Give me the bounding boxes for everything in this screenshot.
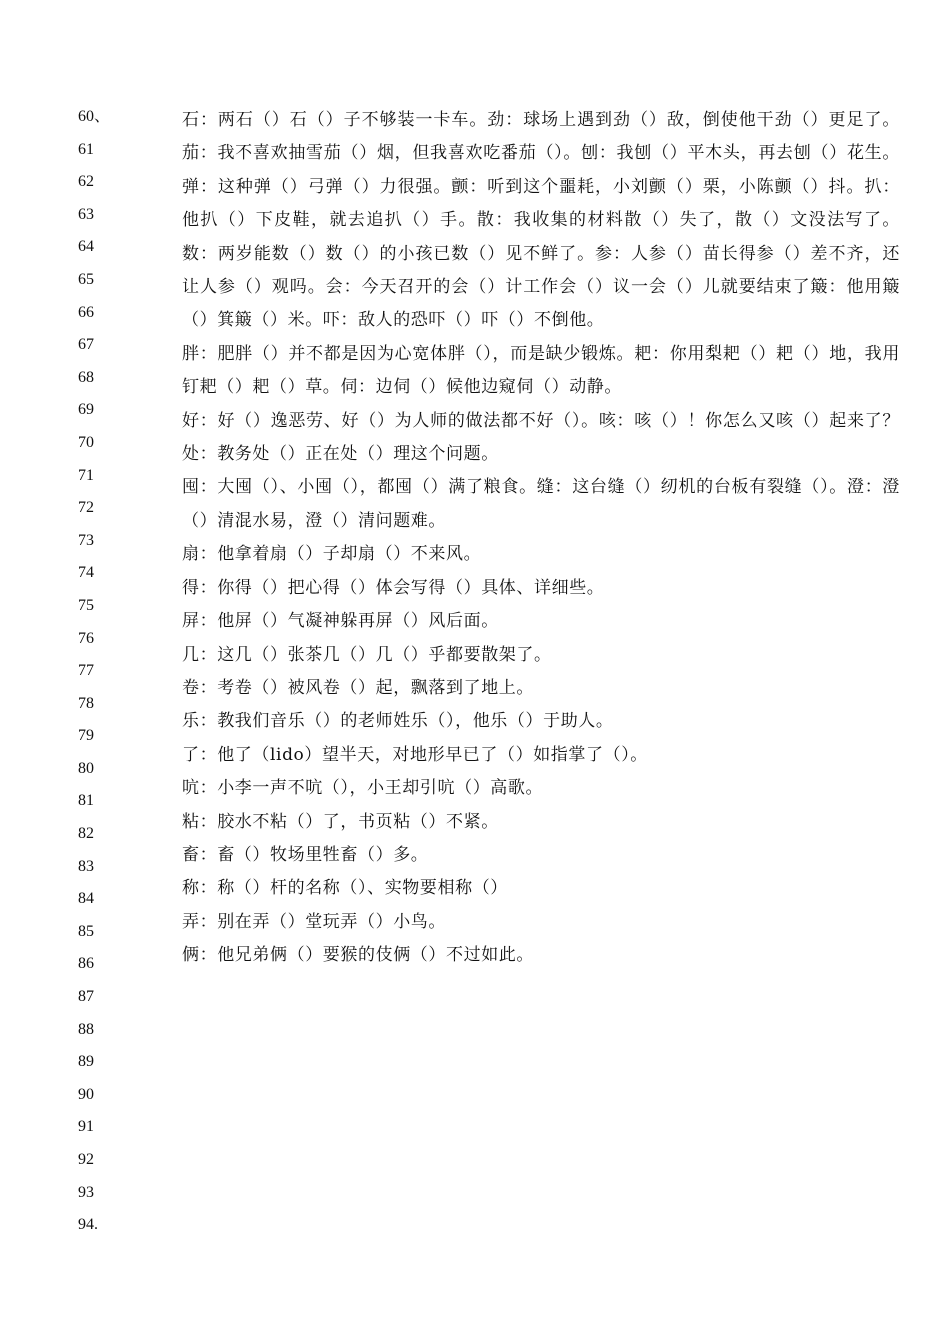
exercise-paragraph: 吭：小李一声不吭（），小王却引吭（）高歌。: [182, 778, 544, 799]
line-number: 68: [78, 368, 94, 386]
line-number: 82: [78, 825, 94, 843]
line-number: 93: [78, 1183, 94, 1201]
exercise-paragraph: 囤：大囤（）、小囤（），都囤（）满了粮食。缝：这台缝（）纫机的台板有裂缝（）。澄：澄（）清混水易，澄（）清问题难。: [182, 477, 900, 531]
line-number: 94.: [78, 1216, 98, 1234]
exercise-paragraph: 胖：肥胖（）并不都是因为心宽体胖（），而是缺少锻炼。耙：你用梨耙（）耙（）地，我用钉耙（）耙（）草。伺：边伺（）候他边窥伺（）动静。: [182, 343, 900, 398]
line-number: 69: [78, 401, 94, 419]
line-number: 85: [78, 922, 94, 940]
line-number: 90: [78, 1085, 94, 1103]
line-number: 75: [78, 596, 94, 614]
line-number: 72: [78, 499, 94, 517]
exercise-paragraph: 畜：畜（）牧场里牲畜（）多。: [182, 844, 429, 865]
exercise-paragraph: 扇：他拿着扇（）子却扇（）不来风。: [182, 544, 482, 565]
line-number: 81: [78, 792, 94, 810]
line-number: 92: [78, 1151, 94, 1168]
line-number-column: [78, 104, 138, 1245]
line-number: 86: [78, 955, 94, 973]
exercise-paragraph: 得：你得（）把心得（）体会写得（）具体、详细些。: [182, 577, 605, 598]
line-number: 80: [78, 759, 94, 777]
exercise-paragraph: 好：好（）逸恶劳、好（）为人师的做法都不好（）。咳：咳（）！你怎么又咳（）起来了？处：教务处（）正在处（）理这个问题。: [182, 410, 900, 465]
line-number: 66: [78, 303, 94, 321]
exercise-paragraph: 石：两石（）石（）子不够装一卡车。劲：球场上遇到劲（）敌，倒使他干劲（）更足了。茄：我不喜欢抽雪茄（）烟，但我喜欢吃番茄（）。刨：我刨（）平木头，再去刨（）花生。弹：这种弹（）弓弹（）力很强。颤：听到这个噩耗，小刘颤（）栗，小陈颤（）抖。扒：他扒（）下皮鞋，就去追扒（）手。散：我收集的材料散（）失了，散（）文没法写了。数：两岁能数（）数（）的小孩已数（）见不鲜了。参：人参（）苗长得参（）差不齐，还让人参（）观吗。会：今天召开的会（）计工作会（）议一会（）儿就要结束了簸：他用簸（）箕簸（）米。吓：敌人的恐吓（）吓（）不倒他。: [182, 110, 900, 331]
line-number: 61: [78, 140, 94, 158]
exercise-paragraph: 了：他了（lido）望半天，对地形早已了（）如指掌了（）。: [182, 744, 648, 765]
line-number: 62: [78, 173, 94, 191]
exercise-paragraph: 屏：他屏（）气凝神躲再屏（）风后面。: [182, 611, 499, 632]
line-number: 74: [78, 564, 94, 582]
line-number: 60、: [78, 108, 111, 125]
document-body: [182, 104, 900, 973]
line-number: 89: [78, 1053, 94, 1071]
line-number: 70: [78, 433, 94, 451]
line-number: 88: [78, 1020, 94, 1038]
line-number: 71: [78, 466, 94, 484]
exercise-paragraph: 卷：考卷（）被风卷（）起，飘落到了地上。: [182, 677, 534, 698]
exercise-paragraph: 乐：教我们音乐（）的老师姓乐（），他乐（）于助人。: [182, 711, 614, 732]
line-number: 78: [78, 694, 94, 712]
line-number: 91: [78, 1118, 94, 1136]
exercise-paragraph: 弄：别在弄（）堂玩弄（）小鸟。: [182, 911, 446, 932]
line-number: 73: [78, 531, 94, 549]
line-number: 64: [78, 238, 94, 256]
exercise-paragraph: 粘：胶水不粘（）了，书页粘（）不紧。: [182, 811, 499, 832]
line-number: 76: [78, 629, 94, 647]
line-number: 83: [78, 857, 94, 875]
line-number: 79: [78, 727, 94, 745]
exercise-paragraph: 俩：他兄弟俩（）要猴的伎俩（）不过如此。: [182, 945, 534, 966]
exercise-paragraph: 几：这几（）张茶几（）几（）乎都要散架了。: [182, 644, 552, 665]
line-number: 77: [78, 662, 94, 680]
line-number: 67: [78, 336, 94, 354]
line-number: 63: [78, 205, 94, 223]
line-number: 84: [78, 890, 94, 908]
exercise-paragraph: 称：称（）杆的名称（）、实物要相称（）: [182, 878, 508, 899]
line-number: 87: [78, 988, 94, 1006]
line-number: 65: [78, 270, 94, 288]
